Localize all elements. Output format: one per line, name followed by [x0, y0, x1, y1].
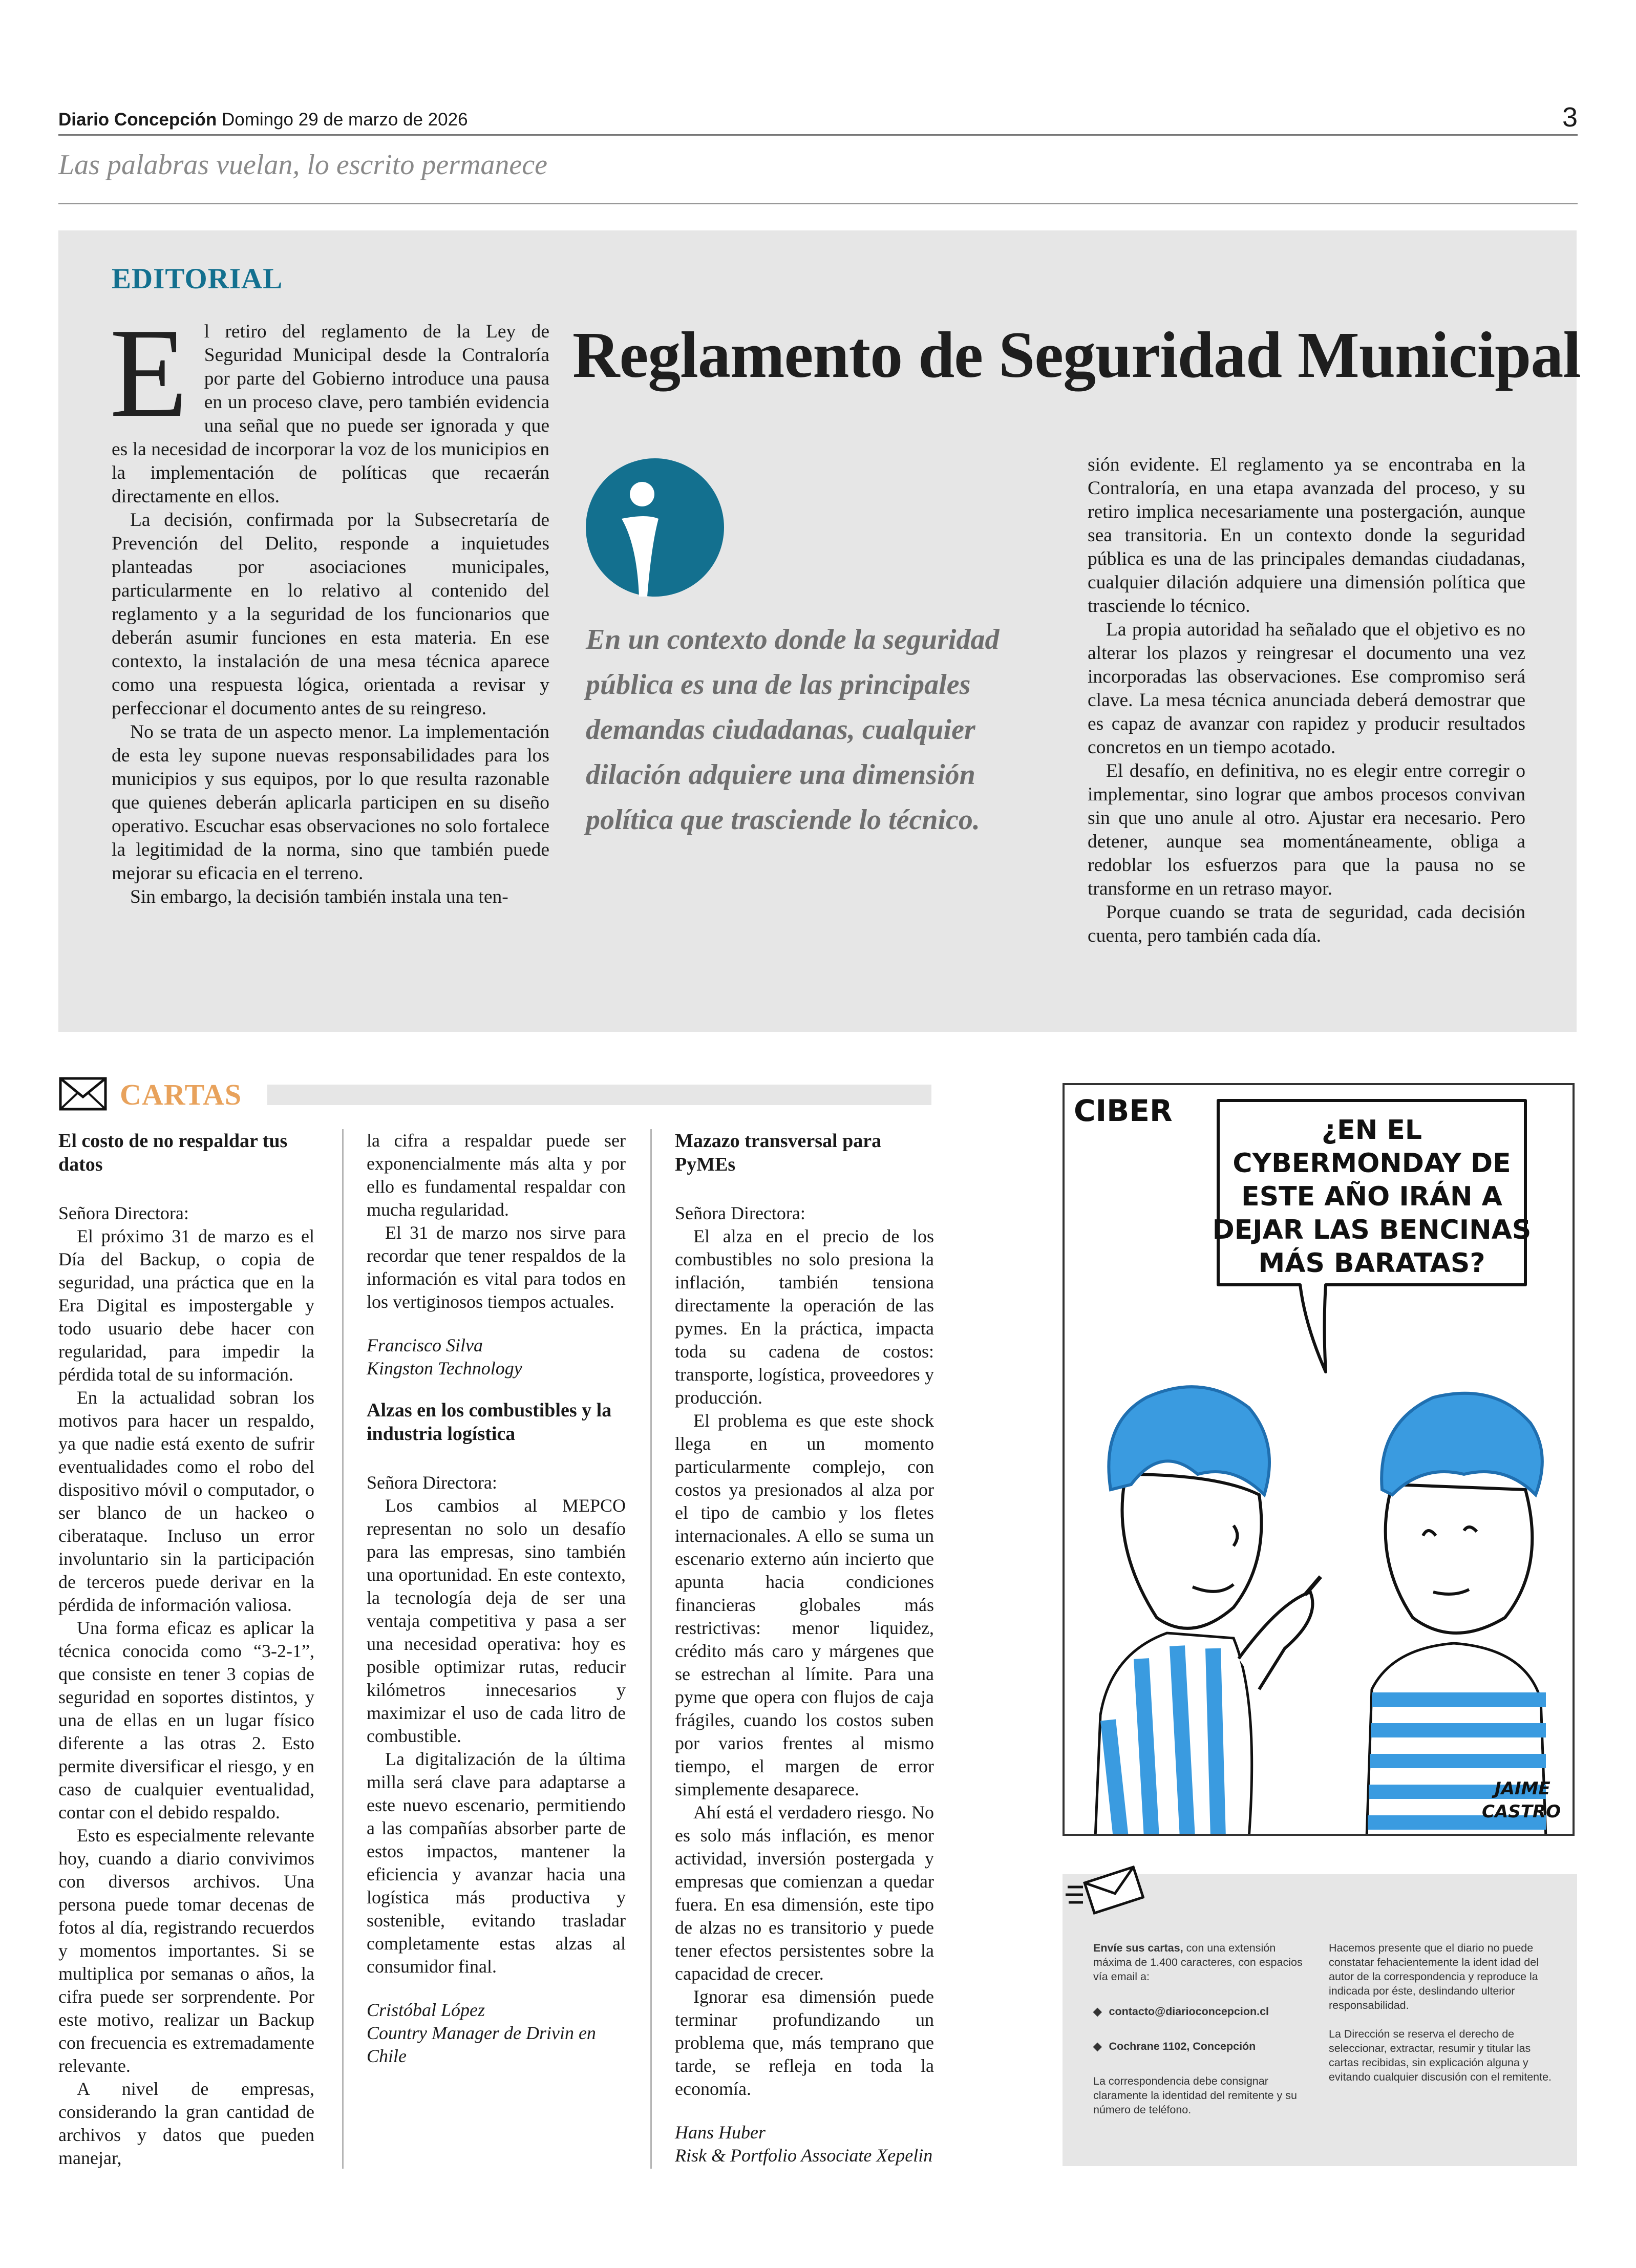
letter-paragraph: A nivel de empresas, considerando la gran cantidad de archivos y datos que pueden manejar,	[58, 2079, 314, 2168]
editorial-column-2	[1088, 453, 1525, 948]
letter-paragraph: El 31 de marzo nos sirve para recordar que tener respaldos de la información es vital para todos en los vertiginosos tiempos actuales.	[367, 1222, 626, 1312]
signature-name: Cristóbal López	[367, 2000, 485, 2020]
identity-note: La correspondencia debe consignar claramente la identidad del remitente y su número de teléfono.	[1093, 2075, 1297, 2116]
editorial-paragraph: No se trata de un aspecto menor. La implementación de esta ley supone nuevas responsabilidades para los municipios y sus equipos, por lo que resulta razonable que quienes deberán aplicarla participen en su diseño operativo. Escuchar esas observaciones no solo fortalece la legitimidad de la norma, sino que también puede mejorar su eficacia en el terreno.	[112, 722, 549, 884]
speech-line: DEJAR LAS BENCINAS	[1212, 1215, 1532, 1245]
mail-icon	[58, 1075, 108, 1112]
speech-line: ESTE AÑO IRÁN A	[1241, 1181, 1502, 1212]
left-character	[1095, 1387, 1321, 1834]
letter-pymes	[675, 1129, 934, 2167]
ciber-cartoon	[1063, 1083, 1575, 1836]
editorial-pull-quote: En un contexto donde la seguridad pública es una de las principales demandas ciudadanas, cualquier dilación adquiere una dimensión política que trasciende lo técnico.	[586, 624, 1000, 836]
letters-column-2	[367, 1129, 626, 2068]
letter-paragraph: Los cambios al MEPCO representan no solo un desafío para las empresas, sino también una oportunidad. En este contexto, la tecnología deja de ser una ventaja competitiva y pasa a ser una necesidad operativa: hoy es posible optimizar rutas, reducir kilómetros innecesarios y maximizar el uso de cada litro de combustible.	[367, 1495, 626, 1746]
letter-paragraph: El problema es que este shock llega en un momento particularmente complejo, con costos ya presionados al alza por el tipo de cambio y los fletes internacionales. A ello se suma un escenario externo aún incierto que apunta hacia condiciones financieras globales más restrictivas: menor liquidez, crédito más caro y márgenes que se estrechan al límite. Para una pyme que opera con flujos de caja frágiles, cuando los costos suben por varios frentes al mismo tiempo, el margen de error simplemente desaparece.	[675, 1410, 934, 1799]
cartas-header-bar	[267, 1085, 931, 1105]
send-instructions	[1093, 1941, 1313, 1984]
info-icon	[586, 458, 724, 597]
signature-line: CASTRO	[1482, 1801, 1561, 1822]
letter-salutation: Señora Directora:	[58, 1203, 189, 1223]
editorial-paragraph: La decisión, confirmada por la Subsecretaría de Prevención del Delito, responde a inquietudes planteadas por asociaciones municipales, particularmente en lo relativo al contenido del reglamento y a la seguridad de los funcionarios que deberán asumir funciones en esta materia. En ese contexto, la instalación de una mesa técnica aparece como una respuesta lógica, orientada a revisar y perfeccionar el documento antes de su reingreso.	[112, 510, 549, 719]
editorial-label: EDITORIAL	[112, 263, 283, 295]
signature-name: Francisco Silva	[367, 1335, 483, 1355]
page-header	[58, 100, 1578, 136]
signature-name: Hans Huber	[675, 2122, 766, 2143]
letter-paragraph: Ignorar esa dimensión puede terminar profundizando un problema que, más temprano que tarde, se refleja en toda la economía.	[675, 1986, 934, 2099]
editorial-title: Reglamento de Seguridad Municipal	[572, 319, 1581, 391]
editorial-paragraph: La propia autoridad ha señalado que el objetivo es no alterar los plazos y reingresar el documento una vez incorporadas las observaciones. Ese compromiso será clave. La mesa técnica anunciada deberá demostrar que es capaz de avanzar con rapidez y producir resultados concretos en un tiempo acotado.	[1088, 619, 1525, 758]
letter-paragraph: Una forma eficaz es aplicar la técnica conocida como “3-2-1”, que consiste en tener 3 copias de seguridad en soportes distintos, y una de ellas en un lugar físico diferente a las otras 2. Esto permite diversificar el riesgo, y en caso de cualquier eventualidad, contar con el debido respaldo.	[58, 1618, 314, 1822]
page-motto: Las palabras vuelan, lo escrito permanece	[58, 149, 547, 181]
letter-paragraph: La digitalización de la última milla será clave para adaptarse a este nuevo escenario, permitiendo a las compañías absorber parte de estos impactos, mantener la eficiencia y avanzar hacia una logística más productiva y sostenible, evitando trasladar completamente estas alzas al consumidor final.	[367, 1749, 626, 1977]
send-rest: con una extensión máxima de 1.400 caracteres, con espacios vía email a:	[1093, 1942, 1303, 1983]
envelope-icon	[1063, 1859, 1144, 1915]
editorial-column-1	[110, 302, 549, 909]
page-number: 3	[1562, 102, 1578, 133]
letter-salutation: Señora Directora:	[675, 1203, 805, 1223]
signature-role: Country Manager de Drivin en Chile	[367, 2023, 596, 2066]
cartas-label: CARTAS	[120, 1078, 242, 1111]
rights-note: La Dirección se reserva el derecho de seleccionar, extractar, resumir y titular las cartas recibidas, sin explicación alguna y evitando cualquier discusión con el remitente.	[1329, 2028, 1552, 2083]
letter-paragraph: la cifra a respaldar puede ser exponencialmente más alta y por ello es fundamental respaldar con mucha regularidad.	[367, 1130, 626, 1220]
speech-line: ¿EN EL	[1322, 1115, 1422, 1146]
signature-line: JAIME	[1495, 1778, 1550, 1799]
editorial-paragraph: sión evidente. El reglamento ya se encontraba en la Contraloría, en una etapa avanzada del proceso, y su retiro implica necesariamente una postergación, aunque sea transitoria. En un contexto donde la seguridad pública es una de las principales demandas ciudadanas, cualquier dilación adquiere una dimensión política que trasciende lo técnico.	[1088, 454, 1525, 617]
letters-info-box	[1063, 1874, 1577, 2166]
info-left-column	[1093, 1941, 1313, 2131]
column-divider	[342, 1129, 344, 2169]
letter-paragraph: Ahí está el verdadero riesgo. No es solo más inflación, es menor actividad, inversión postergada y empresas que comienzan a quedar fuera. En esa dimensión, este tipo de alzas no es transitorio y puede tener efectos persistentes sobre la capacidad de crecer.	[675, 1802, 934, 1984]
header-divider	[58, 203, 1578, 204]
speech-line: CYBERMONDAY DE	[1233, 1148, 1511, 1179]
cartas-header	[58, 1075, 931, 1112]
editorial-paragraph: Porque cuando se trata de seguridad, cada decisión cuenta, pero también cada día.	[1088, 902, 1525, 946]
letter-title: Alzas en los combustibles y la industria logística	[367, 1400, 612, 1445]
publication-line	[58, 110, 468, 130]
send-lead: Envíe sus cartas,	[1093, 1942, 1183, 1954]
speech-line: MÁS BARATAS?	[1258, 1248, 1485, 1279]
cartoon-drawing	[1065, 1085, 1573, 1834]
letter-salutation: Señora Directora:	[367, 1472, 497, 1493]
editorial-paragraph: Sin embargo, la decisión también instala una ten-	[130, 886, 508, 907]
disclaimer-note: Hacemos presente que el diario no puede constatar fehacientemente la ident idad del autor de la correspondencia y reproduce la indicada por éste, deslindando ulterior responsabilidad.	[1329, 1942, 1539, 2011]
publication-name: Diario Concepción	[58, 110, 217, 130]
letter-title: El costo de no respaldar tus datos	[58, 1130, 288, 1175]
letter-paragraph: En la actualidad sobran los motivos para hacer un respaldo, ya que nadie está exento de sufrir eventualidades como el robo del dispositivo móvil o computador, o ser blanco de un hackeo o ciberataque. Incluso un error involuntario sin la participación de terceros puede derivar en la pérdida de información valiosa.	[58, 1387, 314, 1615]
signature-role: Kingston Technology	[367, 1358, 522, 1379]
contact-email[interactable]: ◆ contacto@diarioconcepcion.cl	[1093, 2004, 1313, 2019]
editorial-paragraph: El desafío, en definitiva, no es elegir entre corregir o implementar, sino lograr que ambos procesos convivan sin que uno anule al otro. Ajustar era necesario. Pero detener, aunque sea momentáneamente, obliga a redoblar los esfuerzos para que la pausa no se transforme en un retraso mayor.	[1088, 760, 1525, 899]
spacer	[367, 1380, 626, 1398]
editorial-paragraph: l retiro del reglamento de la Ley de Seguridad Municipal desde la Contraloría por parte del Gobierno introduce una pausa en un proceso clave, pero también evidencia una señal que no puede ser ignorada y que es la necesidad de incorporar la voz de los municipios en la implementación de políticas que recaerán directamente en ellos.	[112, 321, 549, 507]
letter-signature	[675, 2121, 934, 2167]
letter-backup-column-1	[58, 1129, 314, 2170]
letter-paragraph: Esto es especialmente relevante hoy, cuando a diario convivimos con diversos archivos. Una persona puede tomar decenas de fotos al día, registrando recuerdos y momentos importantes. Si se multiplica por semanas o años, la cifra puede ser sorprendente. Por este motivo, realizar un Backup con frecuencia es extremadamente relevante.	[58, 1825, 314, 2076]
right-character	[1367, 1393, 1546, 1834]
publication-date: Domingo 29 de marzo de 2026	[221, 110, 468, 130]
letter-title: Mazazo transversal para PyMEs	[675, 1130, 882, 1175]
column-divider	[650, 1129, 652, 2169]
letter-paragraph: El próximo 31 de marzo es el Día del Backup, o copia de seguridad, una práctica que en la Era Digital es impostergable y todo usuario debe hacer con regularidad, para impedir la pérdida total de su información.	[58, 1226, 314, 1385]
letter-signature	[367, 1999, 626, 2068]
editorial-drop-cap: E	[110, 302, 188, 444]
signature-role: Risk & Portfolio Associate Xepelin	[675, 2145, 933, 2166]
letter-paragraph: El alza en el precio de los combustibles no solo presiona la inflación, también tensiona directamente la operación de las pymes. En la práctica, impacta toda su cadena de costos: transporte, logística, proveedores y producción.	[675, 1226, 934, 1408]
contact-address: ◆ Cochrane 1102, Concepción	[1093, 2039, 1313, 2053]
editorial-section	[58, 230, 1581, 1032]
info-right-column	[1329, 1941, 1559, 2099]
cartoon-label: CIBER	[1074, 1093, 1173, 1128]
letter-signature	[367, 1334, 626, 1380]
